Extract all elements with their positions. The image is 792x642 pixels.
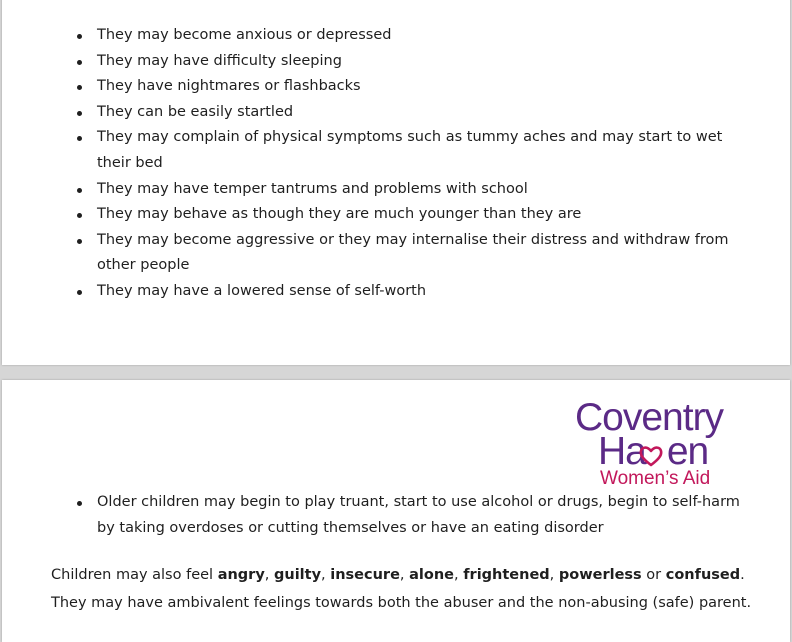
list-item bbox=[97, 177, 757, 203]
paragraph-text: , bbox=[399, 567, 410, 583]
list-item bbox=[97, 74, 757, 100]
bullet-icon bbox=[77, 85, 82, 90]
emphasis-powerless: powerless bbox=[558, 567, 642, 583]
paragraph-text: , bbox=[454, 567, 464, 583]
list-item-text: They may have a lowered sense of self-worth bbox=[97, 282, 427, 299]
list-item-text: They have nightmares or flashbacks bbox=[97, 78, 361, 95]
paragraph-text: Children may also feel bbox=[51, 567, 218, 583]
bullet-icon bbox=[77, 111, 82, 116]
logo-text-womens-aid: Women’s Aid bbox=[600, 468, 711, 489]
emphasis-confused: confused bbox=[665, 567, 741, 583]
list-item-text: They may complain of physical symptoms such as tummy aches and may start to wet their bed bbox=[97, 129, 723, 171]
list-item bbox=[97, 100, 757, 126]
list-item bbox=[97, 49, 757, 75]
list-item bbox=[97, 125, 757, 176]
logo-text-haven-end: en bbox=[666, 430, 709, 473]
bullet-icon bbox=[77, 34, 82, 39]
emphasis-frightened: frightened bbox=[463, 567, 550, 583]
paragraph-text: , bbox=[321, 567, 331, 583]
bullet-icon bbox=[77, 501, 82, 506]
logo-text-coventry: Coventry bbox=[575, 396, 724, 439]
list-item-text: They may have temper tantrums and problems with school bbox=[97, 180, 528, 197]
paragraph-text: , bbox=[549, 567, 559, 583]
document-page-1 bbox=[2, 0, 790, 365]
list-item-text: They may have difficulty sleeping bbox=[97, 52, 342, 69]
list-item-text: Older children may begin to play truant, start to use alcohol or drugs, begin to self-harm by taking overdoses or cutting themselves or have an eating disorder bbox=[97, 494, 740, 536]
list-item bbox=[97, 202, 757, 228]
bullet-icon bbox=[77, 239, 82, 244]
bullet-list bbox=[97, 23, 757, 305]
bullet-icon bbox=[77, 188, 82, 193]
paragraph-text: . They may have ambivalent feelings towards both the abuser and the non-abusing (safe) parent. bbox=[51, 567, 752, 611]
coventry-haven-logo bbox=[575, 398, 750, 490]
bullet-icon bbox=[77, 60, 82, 65]
list-item-text: They may become anxious or depressed bbox=[97, 27, 392, 43]
list-item bbox=[97, 279, 757, 305]
emphasis-angry: angry bbox=[217, 567, 265, 583]
list-item-text: They may become aggressive or they may internalise their distress and withdraw from other people bbox=[97, 231, 729, 274]
emphasis-guilty: guilty bbox=[274, 567, 322, 583]
emphasis-insecure: insecure bbox=[330, 567, 400, 583]
paragraph-text: , bbox=[264, 567, 274, 583]
paragraph-text: or bbox=[641, 567, 666, 583]
list-item-text: They can be easily startled bbox=[97, 103, 294, 120]
logo-text-haven-start: Ha bbox=[598, 430, 646, 473]
bullet-icon bbox=[77, 136, 82, 141]
list-item bbox=[97, 23, 757, 49]
bullet-list bbox=[97, 490, 757, 541]
list-item bbox=[97, 490, 757, 541]
list-item-text: They may behave as though they are much younger than they are bbox=[97, 206, 582, 223]
list-item bbox=[97, 228, 757, 279]
heart-icon bbox=[639, 445, 663, 467]
document-page-2 bbox=[2, 380, 790, 642]
bullet-icon bbox=[77, 213, 82, 218]
feelings-paragraph bbox=[51, 561, 771, 617]
emphasis-alone: alone bbox=[409, 567, 455, 583]
bullet-icon bbox=[77, 290, 82, 295]
